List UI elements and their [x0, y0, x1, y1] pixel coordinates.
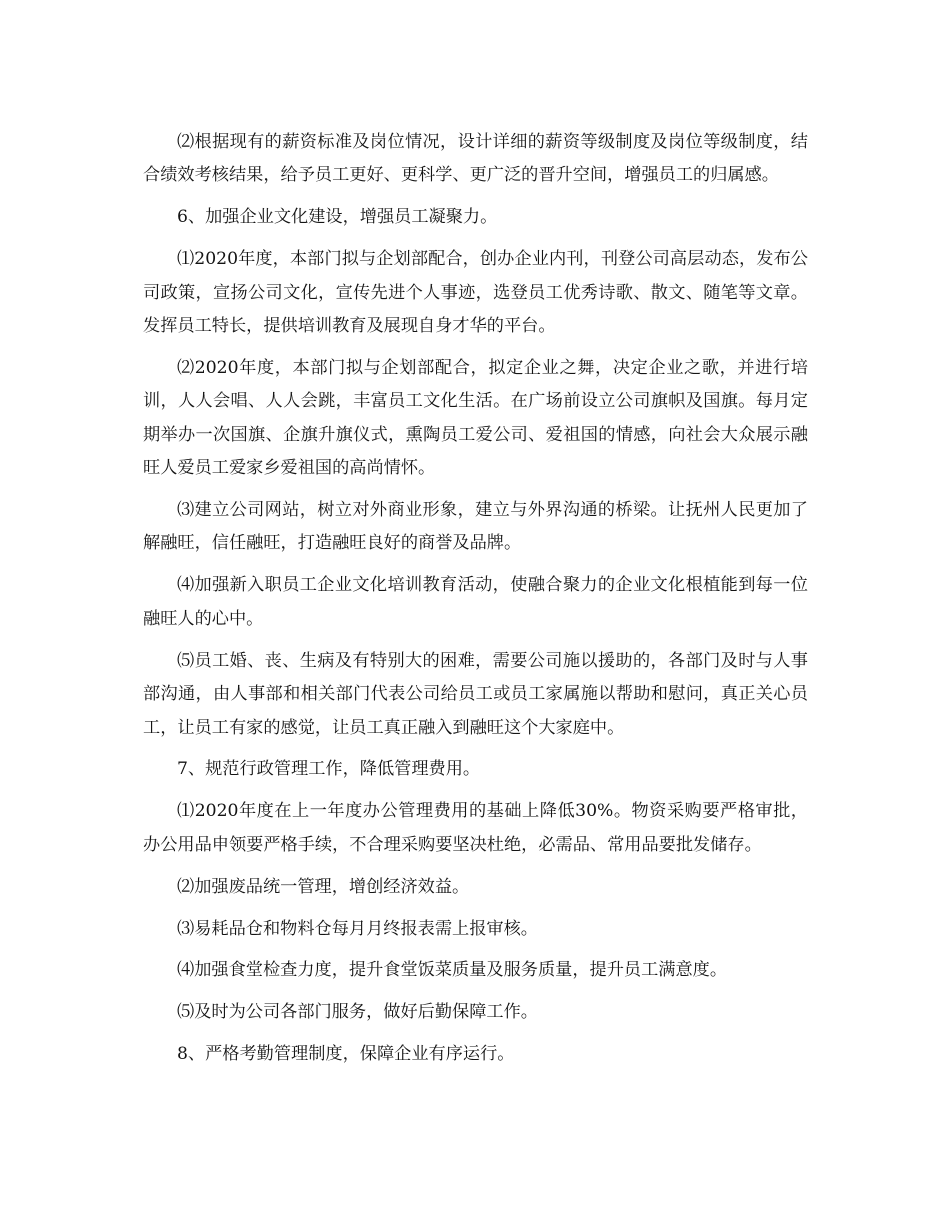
paragraph-company-song-flag: ⑵2020年度，本部门拟与企划部配合，拟定企业之舞，决定企业之歌，并进行培训，人人会唱、人人会跳，丰富员工文化生活。在广场前设立公司旗帜及国旗。每月定期举办一次国旗、企旗升旗仪式，熏陶员工爱公司、爱祖国的情感，向社会大众展示融旺人爱员工爱家乡爱祖国的高尚情怀。 [143, 357, 808, 479]
paragraph-logistics-support: ⑸及时为公司各部门服务，做好后勤保障工作。 [177, 1002, 538, 1023]
document-body [143, 126, 808, 1080]
heading-attendance-management: 8、严格考勤管理制度，保障企业有序运行。 [177, 1044, 515, 1065]
paragraph-company-website: ⑶建立公司网站，树立对外商业形象，建立与外界沟通的桥梁。让抚州人民更加了解融旺，信任融旺，打造融旺良好的商誉及品牌。 [143, 500, 808, 554]
heading-admin-management: 7、规范行政管理工作，降低管理费用。 [177, 759, 481, 780]
paragraph-employee-care: ⑸员工婚、丧、生病及有特别大的困难，需要公司施以援助的，各部门及时与人事部沟通，由人事部和相关部门代表公司给员工或员工家属施以帮助和慰问，真正关心员工，让员工有家的感觉，让员工真正融入到融旺这个大家庭中。 [143, 650, 808, 738]
paragraph-new-hire-training: ⑷加强新入职员工企业文化培训教育活动，使融合聚力的企业文化根植能到每一位融旺人的心中。 [143, 575, 808, 629]
paragraph-canteen-inspection: ⑷加强食堂检查力度，提升食堂饭菜质量及服务质量，提升员工满意度。 [177, 960, 728, 981]
paragraph-warehouse-reports: ⑶易耗品仓和物料仓每月月终报表需上报审核。 [177, 918, 538, 939]
paragraph-salary-system: ⑵根据现有的薪资标准及岗位情况，设计详细的薪资等级制度及岗位等级制度，结合绩效考核结果，给予员工更好、更科学、更广泛的晋升空间，增强员工的归属感。 [143, 132, 808, 186]
paragraph-waste-management: ⑵加强废品统一管理，增创经济效益。 [177, 876, 470, 897]
paragraph-internal-magazine: ⑴2020年度，本部门拟与企划部配合，创办企业内刊，刊登公司高层动态，发布公司政策，宣扬公司文化，宣传先进个人事迹，选登员工优秀诗歌、散文、随笔等文章。发挥员工特长，提供培训教育及展现自身才华的平台。 [143, 249, 808, 337]
paragraph-cost-reduction: ⑴2020年度在上一年度办公管理费用的基础上降低30%。物资采购要严格审批，办公用品申领要严格手续，不合理采购要坚决杜绝，必需品、常用品要批发储存。 [143, 801, 808, 855]
heading-corporate-culture: 6、加强企业文化建设，增强员工凝聚力。 [177, 207, 498, 228]
